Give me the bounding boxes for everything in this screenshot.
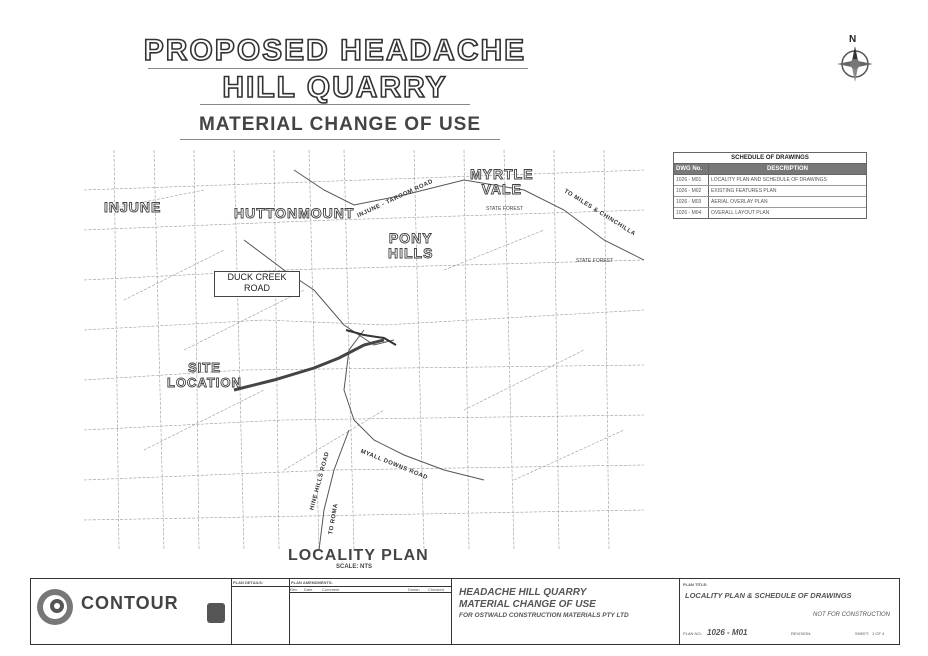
title-line-2: HILL QUARRY bbox=[222, 71, 448, 104]
title-block bbox=[30, 578, 900, 645]
label-site-location: SITE LOCATION bbox=[167, 360, 242, 390]
label-myall-downs-road: MYALL DOWNS ROAD bbox=[359, 448, 429, 482]
amend-col: Comment bbox=[322, 587, 340, 592]
title-rule-1 bbox=[148, 68, 528, 69]
dwg-no: 1026 - M01 bbox=[674, 175, 709, 185]
revision-label: REVISION: bbox=[791, 631, 812, 636]
title-rule-2 bbox=[200, 104, 470, 105]
dwg-desc: OVERALL LAYOUT PLAN bbox=[711, 210, 770, 216]
col-dwg-no: DWG No. bbox=[674, 164, 709, 174]
label-myrtle-vale: MYRTLE VALE bbox=[470, 166, 534, 197]
amendments-label: PLAN AMENDMENTS: bbox=[289, 579, 451, 587]
north-label: N bbox=[849, 34, 857, 45]
title-line-1: PROPOSED HEADACHE bbox=[143, 34, 527, 67]
project-line-2: MATERIAL CHANGE OF USE bbox=[459, 599, 596, 610]
dwg-desc: EXISTING FEATURES PLAN bbox=[711, 188, 777, 194]
label-pony-hills: PONY HILLS bbox=[388, 230, 434, 261]
label-injune: INJUNE bbox=[104, 199, 162, 215]
plan-details-cell bbox=[231, 579, 290, 644]
label-hine-hills-road: HINE HILLS ROAD bbox=[309, 451, 331, 511]
contour-logo-icon bbox=[35, 587, 75, 627]
label-duck-creek-road: DUCK CREEK ROAD bbox=[214, 271, 300, 297]
plan-no: 1026 - M01 bbox=[707, 628, 748, 637]
dwg-desc: AERIAL OVERLAY PLAN bbox=[711, 199, 768, 205]
sheet-label: SHEET: bbox=[855, 631, 870, 636]
schedule-row bbox=[674, 186, 866, 197]
plan-caption-scale: SCALE: NTS bbox=[336, 564, 372, 570]
site-access-road bbox=[234, 340, 384, 390]
dwg-no: 1026 - M04 bbox=[674, 208, 709, 218]
project-line-1: HEADACHE HILL QUARRY bbox=[459, 587, 587, 598]
sheet-number: 1 OF 4 bbox=[872, 631, 885, 636]
schedule-row bbox=[674, 208, 866, 218]
col-description: DESCRIPTION bbox=[766, 166, 808, 172]
plan-title-label: PLAN TITLE: bbox=[683, 582, 708, 587]
amend-col: Checked bbox=[428, 587, 444, 592]
dwg-no: 1026 - M03 bbox=[674, 197, 709, 207]
plan-no-label: PLAN NO: bbox=[683, 631, 702, 636]
schedule-row bbox=[674, 175, 866, 186]
label-to-roma: TO ROMA bbox=[328, 502, 340, 536]
label-injune-taroom-road: INJUNE - TAROOM ROAD bbox=[356, 178, 435, 220]
company-cell bbox=[31, 579, 232, 644]
schedule-header-row bbox=[674, 164, 866, 175]
label-to-miles: TO MILES & CHINCHILLA bbox=[562, 188, 637, 238]
plan-details-label: PLAN DETAILS: bbox=[231, 579, 289, 587]
schedule-of-drawings bbox=[673, 152, 867, 219]
iso-badge bbox=[207, 603, 225, 623]
amend-header bbox=[289, 587, 451, 593]
plan-caption-title: LOCALITY PLAN bbox=[288, 547, 429, 564]
plan-title: LOCALITY PLAN & SCHEDULE OF DRAWINGS bbox=[685, 591, 852, 600]
north-arrow bbox=[832, 34, 878, 82]
not-for-construction: NOT FOR CONSTRUCTION bbox=[813, 612, 890, 618]
amend-col: Drawn bbox=[408, 587, 420, 592]
dwg-no: 1026 - M02 bbox=[674, 186, 709, 196]
project-line-3: FOR OSTWALD CONSTRUCTION MATERIALS PTY LTD bbox=[459, 612, 629, 619]
subtitle-rule bbox=[180, 139, 500, 140]
project-cell bbox=[451, 579, 680, 644]
schedule-row bbox=[674, 197, 866, 208]
subtitle: MATERIAL CHANGE OF USE bbox=[198, 114, 482, 135]
compass-rose-icon bbox=[832, 44, 878, 84]
label-huttonmount: HUTTONMOUNT bbox=[234, 205, 355, 221]
plan-title-cell bbox=[679, 579, 898, 644]
company-name: CONTOUR bbox=[81, 593, 179, 613]
label-state-forest-1: STATE FOREST bbox=[486, 206, 524, 212]
amend-col: Date bbox=[304, 587, 313, 592]
amendments-cell bbox=[289, 579, 452, 644]
dwg-desc: LOCALITY PLAN AND SCHEDULE OF DRAWINGS bbox=[711, 177, 827, 183]
amend-col: Rev bbox=[290, 587, 298, 592]
label-state-forest-2: STATE FOREST bbox=[576, 258, 614, 264]
schedule-heading: SCHEDULE OF DRAWINGS bbox=[674, 153, 866, 164]
